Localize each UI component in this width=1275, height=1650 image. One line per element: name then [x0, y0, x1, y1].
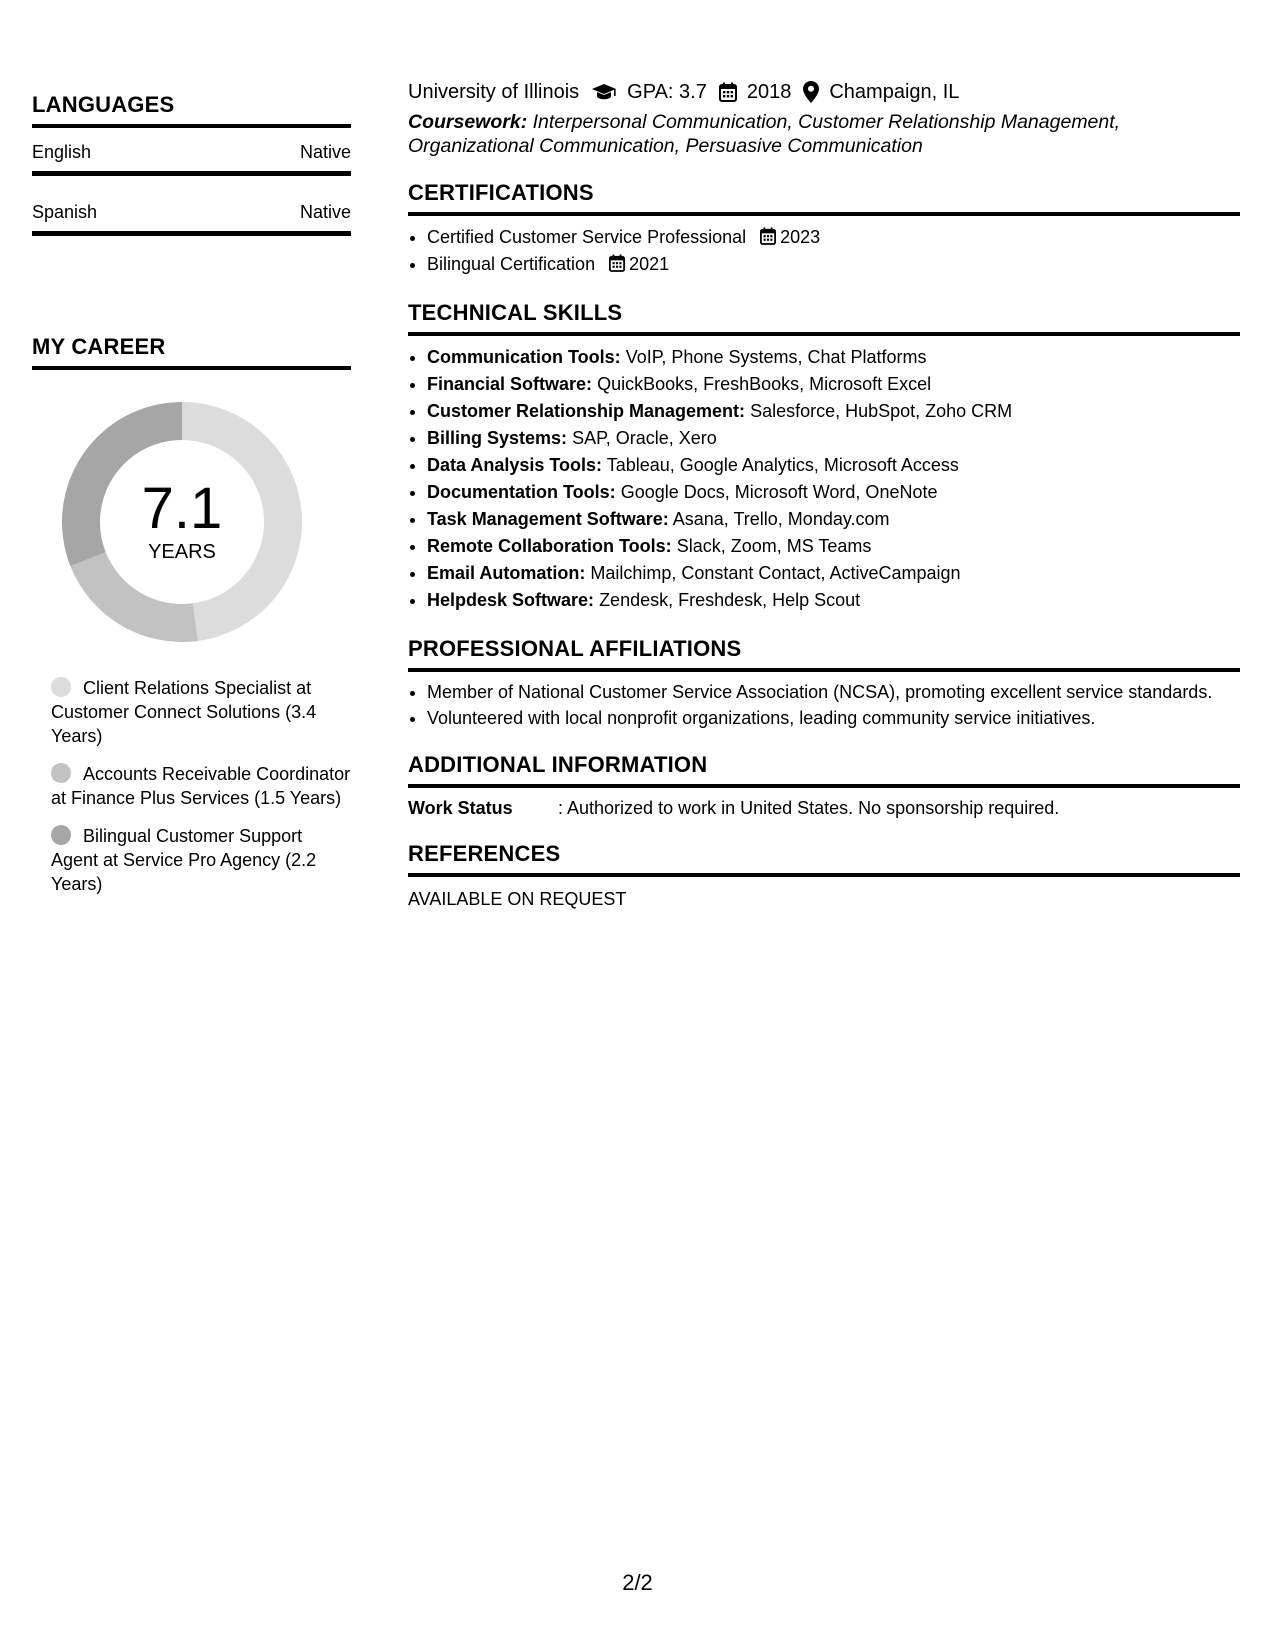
skill-value: Salesforce, HubSpot, Zoho CRM [750, 401, 1013, 421]
skill-value: QuickBooks, FreshBooks, Microsoft Excel [597, 374, 932, 394]
affiliation-item: • Member of National Customer Service Association (NCSA), promoting excellent service standards. [427, 680, 1240, 704]
legend-dot-icon [51, 763, 71, 783]
work-status-label: Work Status [408, 798, 513, 818]
legend-dot-icon [51, 677, 71, 697]
page-number: 2/2 [622, 1570, 653, 1595]
languages-title: LANGUAGES [32, 92, 351, 128]
skill-value: Asana, Trello, Monday.com [672, 509, 890, 529]
skill-item [427, 452, 1240, 479]
career-item [51, 824, 351, 896]
additional-info-title: ADDITIONAL INFORMATION [408, 752, 1240, 788]
school-name: University of Illinois [408, 80, 580, 103]
references-title: REFERENCES [408, 841, 1240, 877]
coursework [408, 110, 1240, 158]
main-column [408, 78, 1240, 910]
skill-item [427, 425, 1240, 452]
skill-item [427, 587, 1240, 614]
skill-label: Documentation Tools: [427, 482, 616, 502]
career-section [32, 334, 351, 910]
skill-item [427, 371, 1240, 398]
language-level: Native [299, 202, 351, 222]
skill-value: SAP, Oracle, Xero [572, 428, 717, 448]
certification-year: 2023 [780, 227, 821, 247]
career-title: MY CAREER [32, 334, 351, 370]
career-item [51, 676, 351, 748]
language-name: English [32, 142, 92, 162]
affiliations-list [408, 680, 1240, 730]
references-section [408, 841, 1240, 910]
location-pin-icon [803, 81, 819, 103]
career-donut-chart [62, 402, 302, 642]
calendar-icon [719, 82, 737, 102]
skill-label: Customer Relationship Management: [427, 401, 746, 421]
graduation-year: 2018 [746, 80, 792, 103]
total-years-value: 7.1 [141, 475, 223, 541]
skill-value: VoIP, Phone Systems, Chat Platforms [625, 347, 927, 367]
gpa: GPA: 3.7 [627, 80, 707, 103]
graduation-cap-icon [591, 83, 617, 101]
coursework-list: Interpersonal Communication, Customer Relationship Management, Organizational Communication, Persuasive Communication [408, 111, 1121, 157]
education-line [408, 78, 1240, 106]
calendar-icon [609, 254, 625, 272]
references-text: AVAILABLE ON REQUEST [408, 889, 627, 909]
certifications-list [408, 224, 1240, 278]
affiliations-title: PROFESSIONAL AFFILIATIONS [408, 636, 1240, 672]
career-legend [32, 676, 351, 896]
skill-label: Billing Systems: [427, 428, 568, 448]
skill-label: Task Management Software: [427, 509, 669, 529]
language-row [32, 142, 351, 176]
career-item-text: Accounts Receivable Coordinator at Finance Plus Services (1.5 Years) [51, 764, 351, 808]
donut-center [62, 402, 302, 642]
skill-label: Email Automation: [427, 563, 586, 583]
skill-item [427, 479, 1240, 506]
additional-info-section [408, 752, 1240, 819]
certification-name: Bilingual Certification [427, 254, 596, 274]
school-location: Champaign, IL [829, 80, 960, 103]
affiliation-item: • Volunteered with local nonprofit organizations, leading community service initiatives. [427, 706, 1240, 730]
certifications-section [408, 180, 1240, 278]
skill-value: Slack, Zoom, MS Teams [676, 536, 872, 556]
technical-skills-section [408, 300, 1240, 614]
career-item [51, 762, 351, 810]
skill-value: Tableau, Google Analytics, Microsoft Access [606, 455, 959, 475]
skill-value: Zendesk, Freshdesk, Help Scout [599, 590, 861, 610]
skill-value: Google Docs, Microsoft Word, OneNote [620, 482, 938, 502]
career-item-text: Client Relations Specialist at Customer Connect Solutions (3.4 Years) [51, 678, 317, 746]
skill-item [427, 533, 1240, 560]
language-name: Spanish [32, 202, 98, 222]
language-row [32, 202, 351, 236]
coursework-label: Coursework: [408, 111, 528, 133]
calendar-icon [760, 227, 776, 245]
certification-year: 2021 [629, 254, 670, 274]
certification-item [427, 251, 1240, 278]
certifications-title: CERTIFICATIONS [408, 180, 1240, 216]
skill-item [427, 560, 1240, 587]
skill-label: Financial Software: [427, 374, 593, 394]
skill-item [427, 344, 1240, 371]
languages-list [32, 142, 351, 236]
technical-skills-list [408, 344, 1240, 614]
skill-label: Data Analysis Tools: [427, 455, 603, 475]
skill-item [427, 506, 1240, 533]
skill-label: Communication Tools: [427, 347, 621, 367]
affiliations-section [408, 636, 1240, 730]
career-item-text: Bilingual Customer Support Agent at Service Pro Agency (2.2 Years) [51, 826, 317, 894]
skill-value: Mailchimp, Constant Contact, ActiveCampaign [590, 563, 961, 583]
certification-item [427, 224, 1240, 251]
skill-label: Helpdesk Software: [427, 590, 595, 610]
skill-label: Remote Collaboration Tools: [427, 536, 672, 556]
total-years-unit: YEARS [148, 540, 216, 563]
work-status-row [408, 798, 1240, 819]
skill-item [427, 398, 1240, 425]
work-status-value: : Authorized to work in United States. No sponsorship required. [558, 798, 1060, 818]
technical-skills-title: TECHNICAL SKILLS [408, 300, 1240, 336]
languages-section [32, 92, 351, 236]
legend-dot-icon [51, 825, 71, 845]
certification-name: Certified Customer Service Professional [427, 227, 747, 247]
language-level: Native [299, 142, 351, 162]
